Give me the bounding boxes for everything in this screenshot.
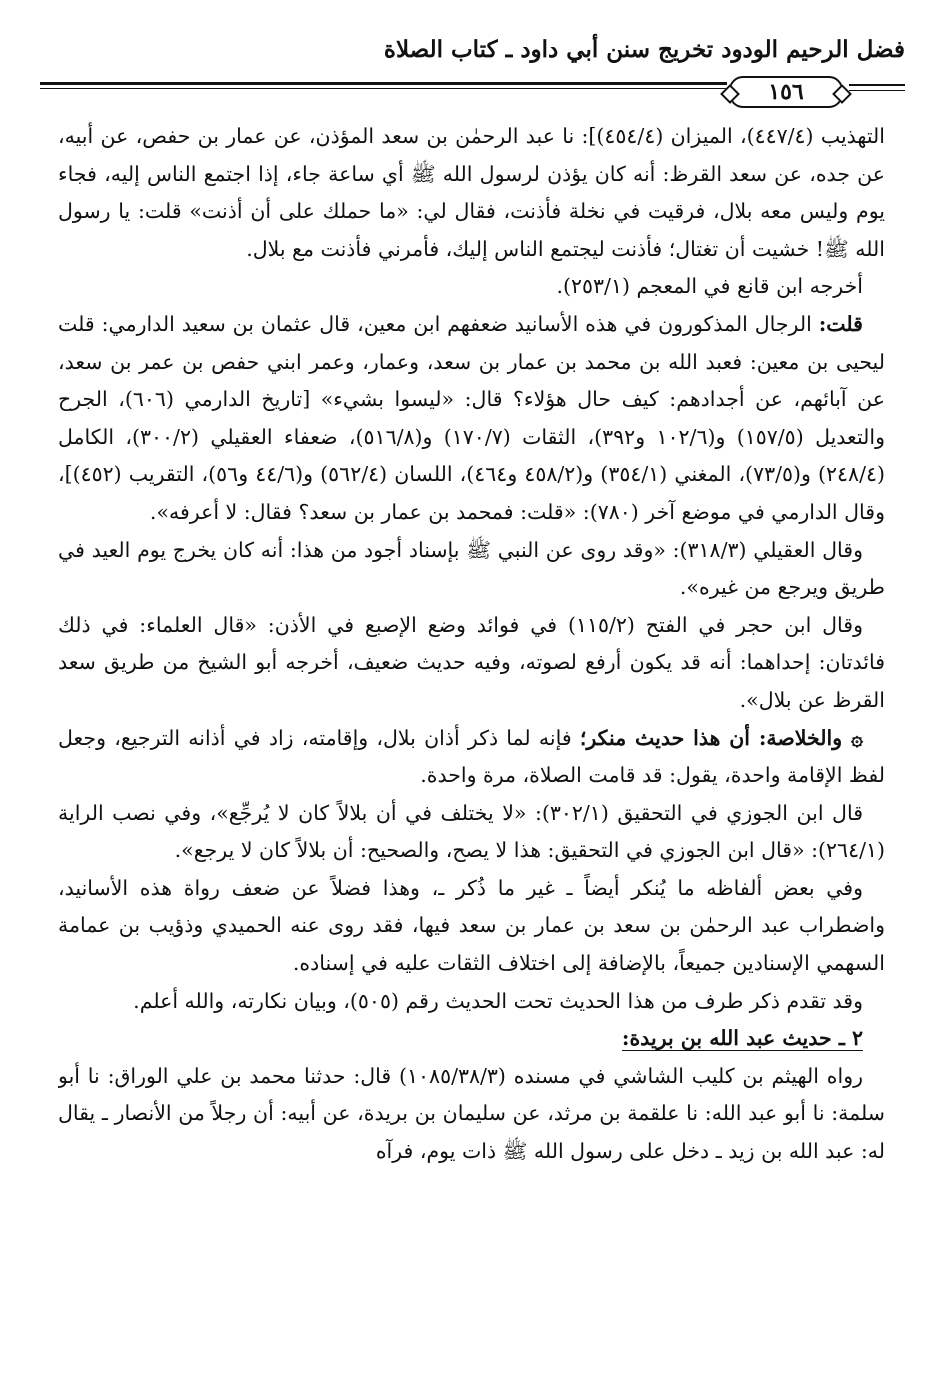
header-rule-row [40,76,905,106]
header-rule [849,90,905,91]
paragraph-text: الرجال المذكورون في هذه الأسانيد ضعفهم ابن معين، قال عثمان بن سعيد الدارمي: قلت ليحيى بن معين: فعبد الله بن محمد بن عمار بن سعد، وعمار، وعمر ابني حفص بن عمر بن سعد، عن آبائهم، عن أجدادهم: كيف حال هؤلاء؟ قال: «ليسوا بشيء» [تاريخ الدارمي (٦٠٦)، الجرح والتعديل (١٥٧/٥) و(١٠٢/٦ و٣٩٢)، الثقات (١٧٠/٧) و(٥١٦/٨)، ضعفاء العقيلي (٣٠٠/٢)، الكامل (٢٤٨/٤) و(٧٣/٥)، المغني (٣٥٤/١) و(٤٥٨/٢ و٤٦٤)، اللسان (٥٦٢/٤) و(٤٤/٦ و٥٦)، التقريب (٤٥٢)]، وقال الدارمي في موضع آخر (٧٨٠): «قلت: فمحمد بن عمار بن سعد؟ فقال: لا أعرفه». [58,311,885,524]
paragraph: التهذيب (٤٤٧/٤)، الميزان (٤٥٤/٤)]: نا عبد الرحمٰن بن سعد المؤذن، عن عمار بن حفص، عن أبيه، عن جده، عن سعد القرظ: أنه كان يؤذن لرسول الله ﷺ أي ساعة جاء، إذا اجتمع الناس إليه، فجاء يوم وليس معه بلال، فرقيت في نخلة فأذنت، فقال لي: «ما حملك على أن أذنت» قلت: يا رسول الله ﷺ! خشيت أن تغتال؛ فأذنت ليجتمع الناس إليك، فأمرني فأذنت مع بلال. [58,124,885,261]
paragraph: وقال العقيلي (٣١٨/٣): «وقد روى عن النبي ﷺ بإسناد أجود من هذا: أنه كان يخرج يوم العيد في طريق ويرجع من غيره». [58,537,885,600]
paragraph [58,306,885,532]
section-title [58,1020,885,1058]
paragraph: قال ابن الجوزي في التحقيق (٣٠٢/١): «لا يختلف في أن بلالاً كان لا يُرجِّع»، وفي نصب الراية (٢٦٤/١): «قال ابن الجوزي في التحقيق: هذا لا يصح، والصحيح: أن بلالاً كان لا يرجع». [58,800,885,863]
page-header [40,30,905,110]
paragraph: رواه الهيثم بن كليب الشاشي في مسنده (١٠٨٥/٣٨/٣) قال: حدثنا محمد بن علي الوراق: نا أبو سلمة: نا أبو عبد الله: نا علقمة بن مرثد، عن سليمان بن بريدة، عن أبيه: أن رجلاً من الأنصار ـ يقال له: عبد الله بن زيد ـ دخل على رسول الله ﷺ ذات يوم، فرآه [58,1063,885,1164]
paragraph: أخرجه ابن قانع في المعجم (٢٥٣/١). [556,274,863,299]
header-rule [40,82,727,85]
paragraph: وقد تقدم ذكر طرف من هذا الحديث تحت الحديث رقم (٥٠٥)، وبيان نكارته، والله أعلم. [133,988,863,1013]
main-text [58,118,885,1384]
page-number: ١٥٦ [729,76,843,108]
paragraph-text: فإنه لما ذكر أذان بلال، وإقامته، زاد في أذانه الترجيع، وجعل لفظ الإقامة واحدة، يقول: قد قامت الصلاة، مرة واحدة. [58,725,885,788]
header-rule [849,84,905,86]
paragraph-lead: ۞ والخلاصة: أن هذا حديث منكر؛ [579,725,863,750]
paragraph: وقال ابن حجر في الفتح (١١٥/٢) في فوائد وضع الإصبع في الأذن: «قال العلماء: في ذلك فائدتان: إحداهما: أنه قد يكون أرفع لصوته، وفيه حديث ضعيف، أخرجه أبو الشيخ من طريق سعد القرظ عن بلال». [58,612,885,712]
running-title: فضل الرحيم الودود تخريج سنن أبي داود ـ كتاب الصلاة [383,36,905,63]
section-title-text: ٢ ـ حديث عبد الله بن بريدة: [621,1026,863,1051]
paragraph: وفي بعض ألفاظه ما يُنكر أيضاً ـ غير ما ذُكر ـ، وهذا فضلاً عن ضعف رواة هذه الأسانيد، واضطراب عبد الرحمٰن بن سعد بن عمار بن سعد فيها، فقد روى عنه الحميدي وذؤيب بن عمامة السهمي الإسنادين جميعاً، بالإضافة إلى اختلاف الثقات عليه في إسناده. [58,875,885,976]
paragraph [58,720,885,795]
header-rule [40,88,727,89]
paragraph-lead: قلت: [818,311,863,336]
